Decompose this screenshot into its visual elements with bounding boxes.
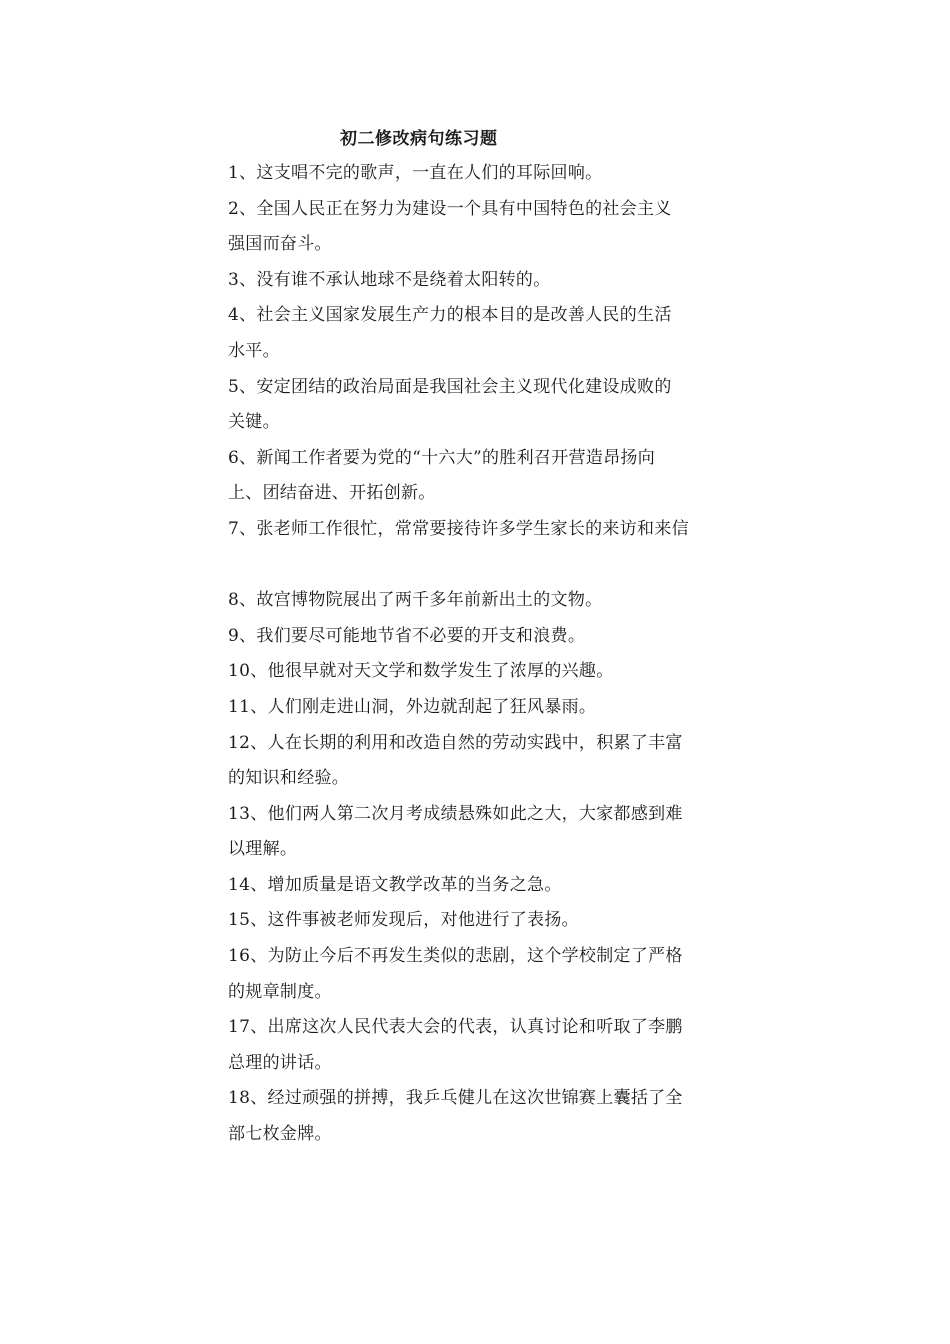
text-line: 1、这支唱不完的歌声，一直在人们的耳际回响。 xyxy=(228,163,603,183)
text-line: 的知识和经验。 xyxy=(228,768,350,789)
text-line: 的规章制度。 xyxy=(228,981,332,1002)
text-line: 水平。 xyxy=(228,340,280,361)
text-line: 8、故宫博物院展出了两千多年前新出土的文物。 xyxy=(228,590,603,611)
text-line: 9、我们要尽可能地节省不必要的开支和浪费。 xyxy=(228,625,586,646)
document-title: 初二修改病句练习题 xyxy=(340,129,498,149)
text-line: 7、张老师工作很忙，常常要接待许多学生家长的来访和来信 xyxy=(228,518,689,539)
text-line: 强国而奋斗。 xyxy=(228,234,332,255)
text-line: 16、为防止今后不再发生类似的悲剧，这个学校制定了严格 xyxy=(228,946,683,967)
text-line: 总理的讲话。 xyxy=(228,1052,332,1073)
text-line: 5、安定团结的政治局面是我国社会主义现代化建设成败的 xyxy=(228,376,672,397)
blank-line xyxy=(228,548,728,584)
text-line: 18、经过顽强的拼搏，我乒乓健儿在这次世锦赛上囊括了全 xyxy=(228,1088,683,1109)
text-line: 关键。 xyxy=(228,412,280,433)
text-line: 2、全国人民正在努力为建设一个具有中国特色的社会主义 xyxy=(228,198,672,219)
text-line: 以理解。 xyxy=(228,839,298,860)
text-line: 3、没有谁不承认地球不是绕着太阳转的。 xyxy=(228,269,551,290)
text-line: 4、社会主义国家发展生产力的根本目的是改善人民的生活 xyxy=(228,305,672,326)
text-line: 17、出席这次人民代表大会的代表，认真讨论和听取了李鹏 xyxy=(228,1017,683,1038)
exercise-list xyxy=(228,156,728,1153)
text-line: 13、他们两人第二次月考成绩悬殊如此之大，大家都感到难 xyxy=(228,803,683,824)
text-line: 15、这件事被老师发现后，对他进行了表扬。 xyxy=(228,910,579,931)
text-line: 11、人们刚走进山洞，外边就刮起了狂风暴雨。 xyxy=(228,696,597,717)
text-line: 12、人在长期的利用和改造自然的劳动实践中，积累了丰富 xyxy=(228,732,683,753)
text-line: 部七枚金牌。 xyxy=(228,1124,332,1145)
text-line: 10、他很早就对天文学和数学发生了浓厚的兴趣。 xyxy=(228,661,614,682)
text-line: 14、增加质量是语文教学改革的当务之急。 xyxy=(228,874,562,895)
text-line: 上、团结奋进、开拓创新。 xyxy=(228,483,436,504)
text-line: 6、新闻工作者要为党的“十六大”的胜利召开营造昂扬向 xyxy=(228,447,655,468)
